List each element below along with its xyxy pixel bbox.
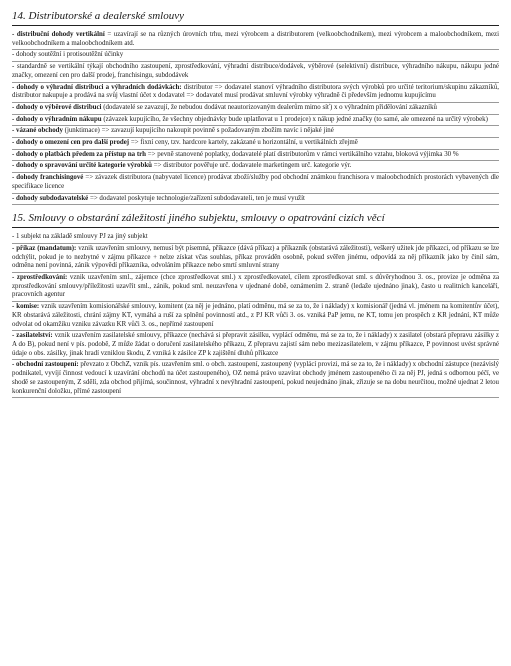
- list-item: [12, 273, 499, 302]
- section-title-agency: 15. Smlouvy o obstarání záležitostí jiného subjektu, smlouvy o opatrování cizích věcí: [12, 212, 499, 228]
- list-item: [12, 232, 499, 244]
- item-term: - distribuční dohody vertikální: [12, 31, 105, 38]
- list-item: [12, 150, 499, 162]
- list-item: [12, 194, 499, 206]
- list-item: [12, 244, 499, 273]
- item-term: - dohody o výhradním nákupu: [12, 115, 102, 123]
- list-item: [12, 115, 499, 127]
- list-item: [12, 138, 499, 150]
- list-item: [12, 331, 499, 360]
- item-term: - zprostředkování:: [12, 274, 68, 282]
- item-term: - dohody o výhradní distribuci a výhradních dodávkách:: [12, 83, 182, 91]
- list-item: [12, 83, 499, 103]
- list-item: [12, 62, 499, 82]
- item-term: - komise:: [12, 303, 40, 311]
- list-item: [12, 50, 499, 62]
- item-term: - obchodní zastoupení:: [12, 361, 79, 369]
- item-text: vznik uzavřením zasilatelské smlouvy, příkazce (nechává si přepravit zásilku, vyplácí odměnu, má se za to, že i náklady) x zasilatel (obstará přepravu zásilky z A do B), pokud není v pís. podobě, Z může žádat o doručení zasilatelského příkazu, Z přepravu zajistí sám nebo mezizasilatelem, v zájmu příkazce, P povinnost uvést správné údaje o obs. zásilky, jinak hradí vzniklou škodu, Z vzniká k zásilce ZP k zajištění dluhů příkazce: [12, 332, 499, 357]
- item-text: vznik uzavřením sml., zájemce (chce zprostředkovat sml.) x zprostředkovatel, cílem zprostředkovat sml. s důvěryhodnou 3. os., provize je odměna za zprostředkování smlouvy/příležitosti uzavřít sml., zánik, pokud sml. neuzavřena v ujednané době, oznámením 2. straně (ledaže ujednáno jinak), často u realitních kanceláří, pracovních agentur: [12, 274, 499, 299]
- item-text: vznik uzavřením smlouvy, nemusí být písemná, příkazce (dává příkaz) a příkazník (obstarává záležitosti), veškerý užitek jde příkazci, od příkazu se lze odchýlit, pokud je to nezbytné v zájmu příkazce + nelze získat včas souhlas, příkaz prováděn osobně, pokud svěřen jinému, odpovídá za něj příkazník jako by činil sám, odměna není povinná, zánik výpovědí příkazníka, odvoláním příkazce nebo smrtí smluvní strany: [12, 244, 499, 270]
- item-term: - dohody o omezení cen pro další prodej: [12, 139, 130, 147]
- list-item: [12, 30, 499, 50]
- item-term: - dohody o výběrové distribuci: [12, 103, 102, 111]
- list-item: [12, 360, 499, 398]
- item-text: (dodavatelé se zavazují, že nebudou dodávat neautorizovaným dealerům mimo síť) x o výhradním přidělování zákazníků: [101, 103, 437, 111]
- item-text: - standardně se vertikální týkají obchodního zastoupení, zprostředkování, výhradní distribuce/dodávek, výběrové (selektivní) distribuce, výhradního nákupu, nákupu jedné značky, omezení cen pro další prodej, franchisingu, subdodávek: [12, 63, 499, 79]
- list-item: [12, 103, 499, 115]
- item-term: - zasilatelství:: [12, 332, 53, 340]
- section-title-distribution: 14. Distributorské a dealerské smlouvy: [12, 10, 499, 26]
- item-text: - dohody soutěžní i protisoutěžní účinky: [12, 51, 124, 59]
- item-text: (junktimace) => zavazují kupujícího nakoupit povinně s požadovaným zbožím navíc i nějaké jiné: [62, 127, 334, 135]
- list-item: [12, 302, 499, 331]
- item-text: (závazek kupujícího, že všechny objednávky bude uplatňovat u 1 prodejce) x nákup jedné značky (to samé, ale omezené na určitý výrobek): [101, 115, 488, 123]
- item-term: - dohody franchisingové: [12, 174, 84, 182]
- item-term: - dohody subdodavatelské: [12, 194, 89, 202]
- item-text: - 1 subjekt na základě smlouvy PJ za jiný subjekt: [12, 233, 148, 241]
- item-text: vznik uzavřením komisionářské smlouvy, komitent (za něj je jednáno, platí odměnu, má se za to, že i náklady) x komisionář (jedná vl. jménem na komitentův účet), KR obstarává záležitosti, chrání zájmy KT, vymáhá a ruší za splnění povinností atd., z PJ KR vůči 3. os. vzniká PaP jemu, ne KT, tomu jen prospěch z KR jednání, KT může odvolat od okamžiku vzniku závazku KR vůči 3. os., nepřímé zastoupení: [12, 303, 499, 328]
- item-text: => závazek distributora (nabyvatel licence) prodávat zboží/služby pod obchodní známkou franchisora v maloobchodních prostorách vybavených dle specifikace licence: [12, 174, 499, 190]
- item-text: distributor => dodavatel stanoví výhradního distributora svých výrobků pro určité teritorium/skupinu zákazníků, distributor nakupuje a prodává na svůj vlastní účet x dodavatel => dodavatel musí prodávat smluvní výrobky výhradně či především jednomu kupujícímu: [12, 83, 500, 100]
- list-item: [12, 126, 499, 138]
- list-item: [12, 161, 499, 173]
- item-text: => fixní ceny, tzv. hardcore kartely, zakázané u horizontální, u vertikálních zřejmě: [129, 139, 358, 147]
- section-items-distribution: [12, 30, 499, 205]
- item-term: - vázané obchody: [12, 127, 63, 135]
- item-text: = uzavírají se na různých úrovních trhu, mezi výrobcem a distributorem (velkoobchodníkem), mezi výrobcem a maloobchodníkem, mezi velkoobchodníkem a maloobchodníkem atd.: [12, 31, 499, 47]
- item-text: => dodavatel poskytuje technologie/zařízení subdodavateli, ten je musí využít: [88, 194, 305, 202]
- item-term: - dohody o spravování určité kategorie výrobků: [12, 162, 152, 170]
- item-text: převzato z ObchZ, vznik pís. uzavřením sml. o obch. zastoupení, zastoupený (vyplácí provizi, má se za to, že i náklady) x obchodní zástupce (nezávislý podnikatel, vyvíjí činnost vedoucí k uzavírání obchodů na účet zastoupeného), OZ nemá právo uzavírat obchody jménem zastoupeného či za něj PJ, jedná s odbornou péčí, ve shodě se zastoupeným, Z sdělí, zda obchod přijímá, součinnost, výhradní x nevýhradní zastoupení, pokud neujednáno jinak, zřizuje se na dobu neurčitou, možné ujednat 2 letou konkurenční doložku, přímé zastoupení: [12, 361, 500, 395]
- item-text: => pevně stanovené poplatky, dodavatelé platí distributorům v rámci vertikálního vztahu, bloková výjimka 30 %: [146, 150, 459, 158]
- list-item: [12, 173, 499, 193]
- item-text: => distributor pověřuje urč. dodavatele marketingem urč. kategorie výr.: [152, 162, 352, 170]
- section-items-agency: [12, 232, 499, 398]
- item-term: - příkaz (mandatum):: [12, 244, 77, 252]
- item-term: - dohody o platbách předem za přístup na trh: [12, 150, 147, 158]
